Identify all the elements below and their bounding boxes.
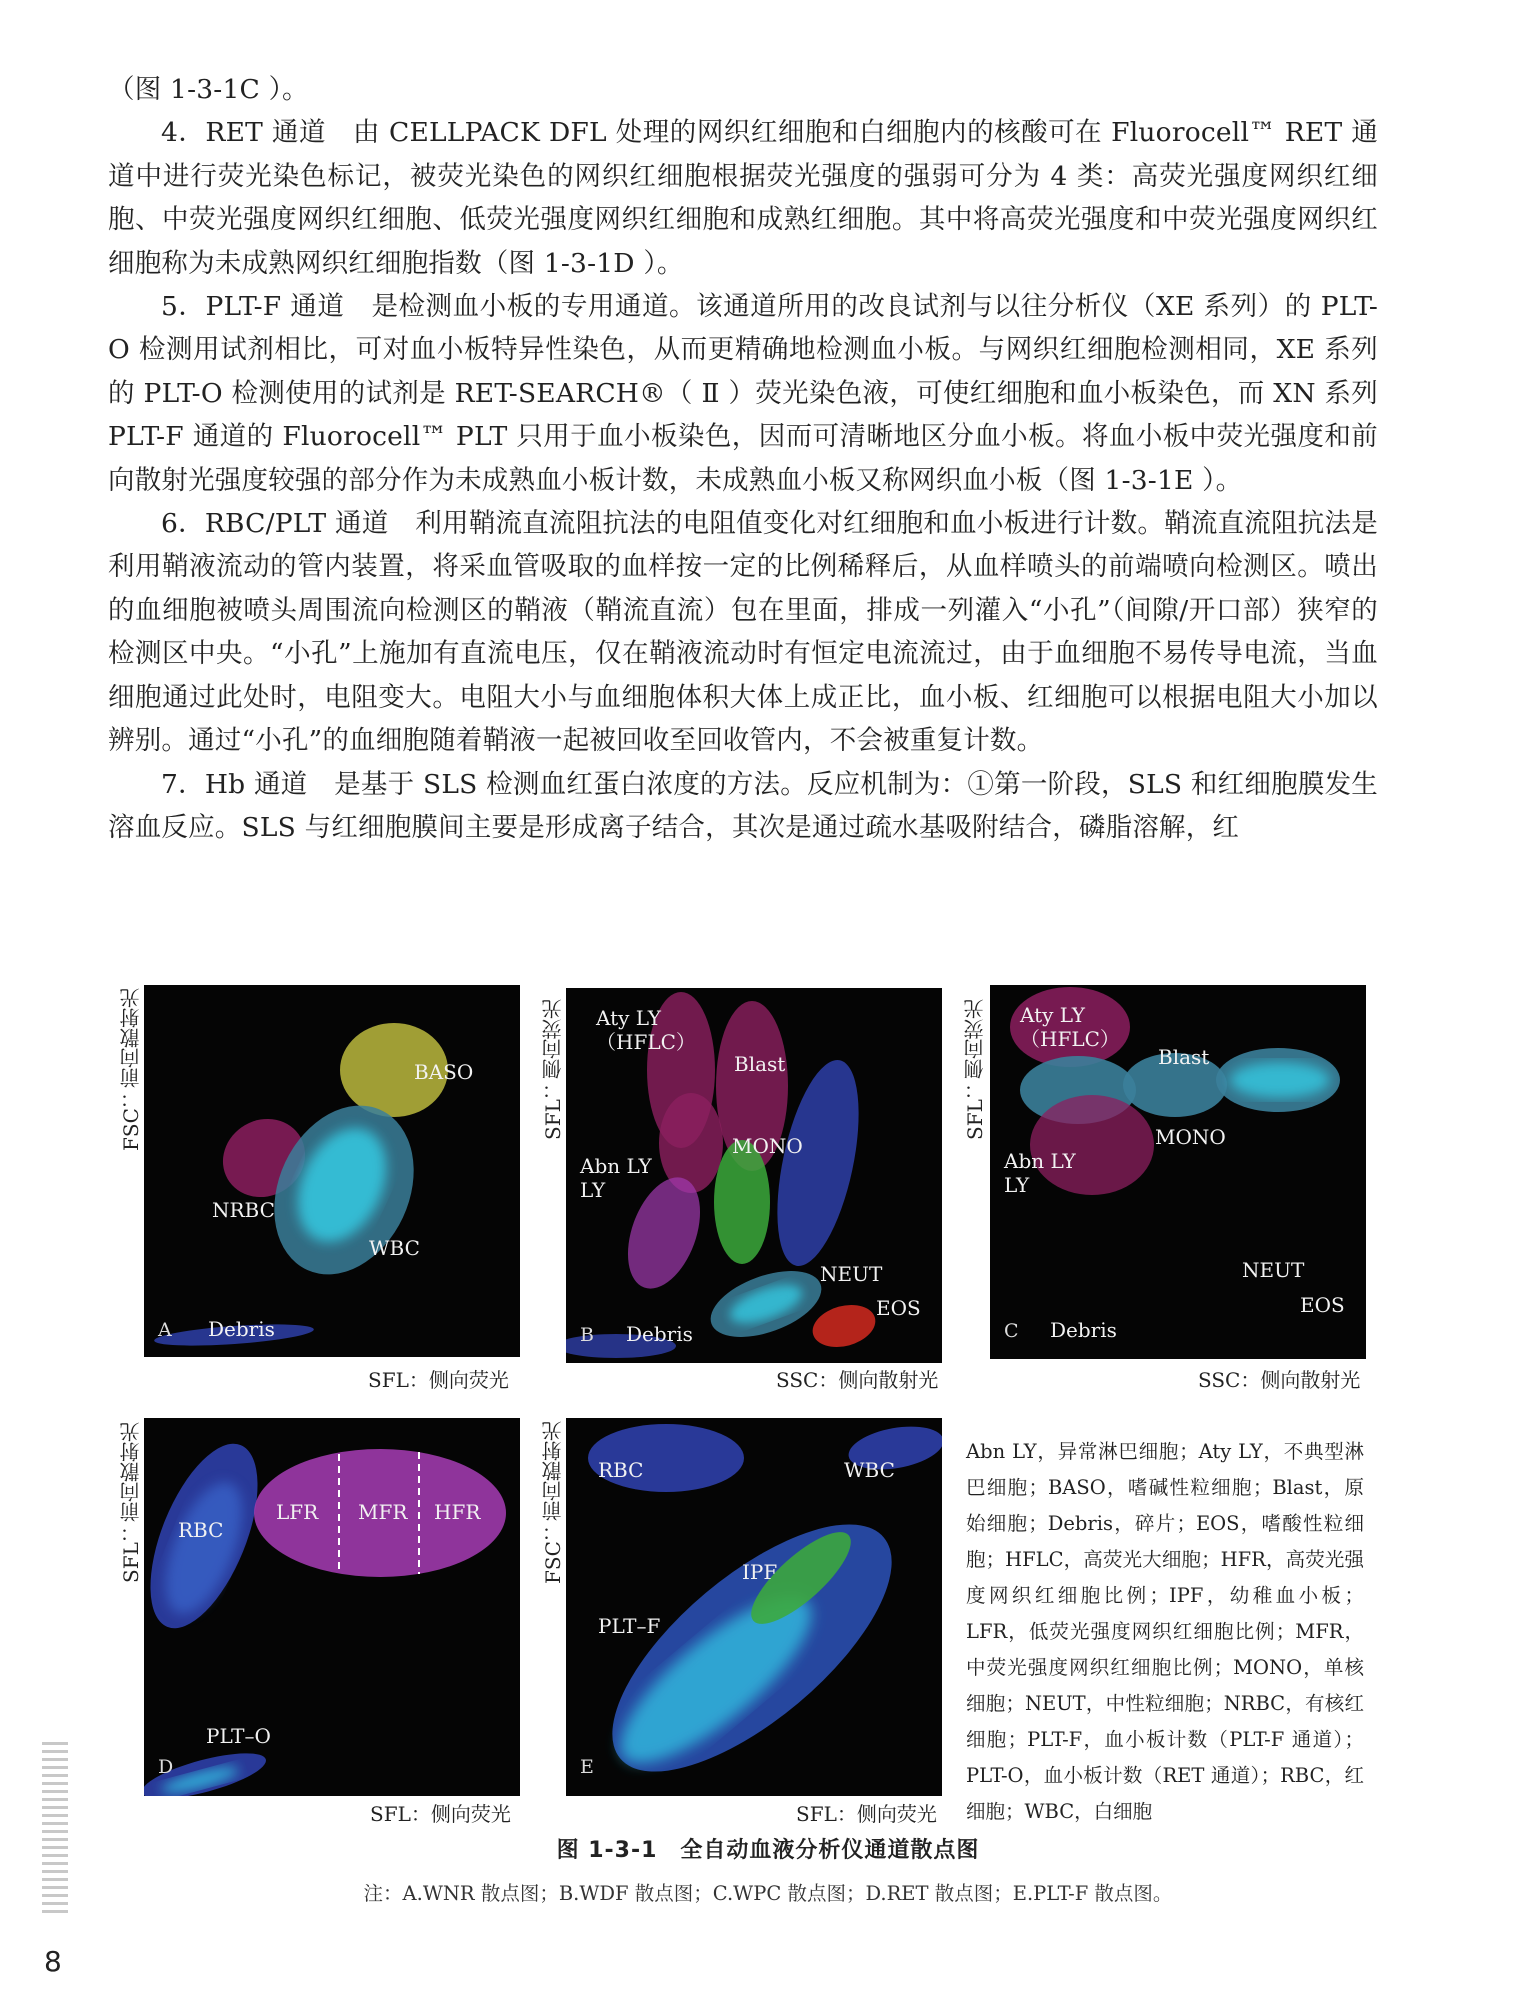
label-nrbc: NRBC — [212, 1198, 275, 1222]
panel-d-letter: D — [158, 1756, 174, 1778]
margin-stripes — [42, 1742, 68, 1920]
label-eos-c: EOS — [1300, 1293, 1345, 1317]
paragraph-5: 5．PLT-F 通道 是检测血小板的专用通道。该通道所用的改良试剂与以往分析仪（XE 系列）的 PLT-O 检测用试剂相比，可对血小板特异性染色，从而更精确地检测血小板。与网织红细胞检测相同，XE 系列的 PLT-O 检测使用的试剂是 RET-SEARCH®（ Ⅱ ）荧光染色液，可使红细胞和血小板染色，而 XN 系列 PLT-F 通道的 Fluorocell™ PLT 只用于血小板染色，因而可清晰地区分血小板。将血小板中荧光强度和前向散射光强度较强的部分作为未成熟血小板计数，未成熟血小板又称网织血小板（图 1-3-1E ）。 — [108, 291, 1378, 496]
neut-cluster-c — [1230, 1062, 1330, 1098]
label-neut-c: NEUT — [1242, 1258, 1305, 1282]
page-number: 8 — [44, 1945, 62, 1978]
label-wbc-e: WBC — [844, 1458, 895, 1482]
label-abnly-c: Abn LY LY — [1004, 1149, 1076, 1197]
panel-b-letter: B — [580, 1324, 594, 1346]
panel-a-xlabel: SFL：侧向荧光 — [368, 1368, 509, 1392]
paragraph-6: 6．RBC/PLT 通道 利用鞘流直流阻抗法的电阻值变化对红细胞和血小板进行计数。鞘流直流阻抗法是利用鞘液流动的管内装置，将采血管吸取的血样按一定的比例稀释后，从血样喷头的前端喷向检测区。喷出的血细胞被喷头周围流向检测区的鞘液（鞘流直流）包在里面，排成一列灌入“小孔”（间隙/开口部）狭窄的检测区中央。“小孔”上施加有直流电压，仅在鞘液流动时有恒定电流流过，由于血细胞不易传导电流，当血细胞通过此处时，电阻变大。电阻大小与血细胞体积大体上成正比，血小板、红细胞可以根据电阻大小加以辨别。通过“小孔”的血细胞随着鞘液一起被回收至回收管内，不会被重复计数。 — [108, 508, 1378, 757]
paragraph-4: 4．RET 通道 由 CELLPACK DFL 处理的网织红细胞和白细胞内的核酸可在 Fluorocell™ RET 通道中进行荧光染色标记，被荧光染色的网织红细胞根据荧光强度的强弱可分为 4 类：高荧光强度网织红细胞、中荧光强度网织红细胞、低荧光强度网织红细胞和成熟红细胞。其中将高荧光强度和中荧光强度网织红细胞称为未成熟网织红细胞指数（图 1-3-1D ）。 — [108, 117, 1378, 279]
label-lfr: LFR — [276, 1500, 319, 1524]
panel-c-scatter — [990, 985, 1366, 1359]
label-atyly-b: Aty LY （HFLC） — [596, 1006, 696, 1054]
panel-b-xlabel: SSC：侧向散射光 — [776, 1368, 939, 1392]
label-debris: Debris — [208, 1317, 275, 1341]
panel-b-scatter — [566, 988, 942, 1363]
mono-gate — [714, 1140, 770, 1264]
paragraph-0: （图 1-3-1C ）。 — [108, 74, 309, 105]
panel-b-ylabel: SFL：侧向荧光 — [541, 999, 565, 1141]
label-hfr: HFR — [434, 1500, 481, 1524]
label-abnly-b: Abn LY LY — [580, 1154, 652, 1202]
label-baso: BASO — [414, 1060, 474, 1084]
label-pltf: PLT–F — [598, 1614, 661, 1638]
panel-a-letter: A — [158, 1319, 172, 1341]
panel-e-ylabel: FSC：前向散射光 — [541, 1421, 565, 1585]
panel-e-xlabel: SFL：侧向荧光 — [796, 1802, 937, 1826]
figure-title: 图 1-3-1 全自动血液分析仪通道散点图 — [556, 1838, 980, 1863]
label-neut-b: NEUT — [820, 1262, 883, 1286]
eos-gate — [808, 1298, 880, 1353]
panel-a-svg — [144, 985, 520, 1357]
panel-e-letter: E — [580, 1756, 594, 1778]
label-debris-c: Debris — [1050, 1318, 1117, 1342]
label-rbc-e: RBC — [598, 1458, 644, 1482]
label-blast-b: Blast — [734, 1052, 786, 1076]
panel-d-scatter — [144, 1418, 520, 1796]
label-mono-c: MONO — [1155, 1125, 1226, 1149]
panel-c-ylabel: SFL：侧向荧光 — [963, 999, 987, 1141]
panel-a-ylabel: FSC：前向散射光 — [119, 988, 143, 1152]
label-plto: PLT–O — [206, 1724, 271, 1748]
figure-note: 注：A.WNR 散点图；B.WDF 散点图；C.WPC 散点图；D.RET 散点图；E.PLT-F 散点图。 — [363, 1882, 1173, 1905]
label-rbc-d: RBC — [178, 1518, 224, 1542]
panel-d-ylabel: SFL：前向散射光 — [119, 1422, 143, 1584]
label-blast-c: Blast — [1158, 1045, 1210, 1069]
label-ipf: IPF — [742, 1560, 778, 1584]
panel-c-letter: C — [1004, 1320, 1019, 1342]
paragraph-7: 7．Hb 通道 是基于 SLS 检测血红蛋白浓度的方法。反应机制为：①第一阶段，SLS 和红细胞膜发生溶血反应。SLS 与红细胞膜间主要是形成离子结合，其次是通过疏水基吸附结合，磷脂溶解，红 — [108, 768, 1378, 843]
panel-a-scatter — [144, 985, 520, 1357]
panel-d-xlabel: SFL：侧向荧光 — [370, 1802, 511, 1826]
panel-e-scatter — [566, 1418, 942, 1796]
label-eos-b: EOS — [876, 1296, 921, 1320]
label-debris-b: Debris — [626, 1322, 693, 1346]
figure-legend: Abn LY，异常淋巴细胞；Aty LY，不典型淋巴细胞；BASO，嗜碱性粒细胞；Blast，原始细胞；Debris，碎片；EOS，嗜酸性粒细胞；HFLC，高荧光大细胞；HFR，高荧光强度网织红细胞比例；IPF，幼稚血小板；LFR，低荧光强度网织红细胞比例；MFR，中荧光强度网织红细胞比例；MONO，单核细胞；NEUT，中性粒细胞；NRBC，有核红细胞；PLT-F，血小板计数（PLT-F 通道）；PLT-O，血小板计数（RET 通道）；RBC，红细胞；WBC，白细胞 — [966, 1440, 1364, 1823]
label-wbc: WBC — [369, 1236, 420, 1260]
abnly-gate — [659, 1093, 723, 1193]
body-text — [108, 68, 1378, 849]
panel-c-xlabel: SSC：侧向散射光 — [1198, 1368, 1361, 1392]
panel-d-svg — [144, 1418, 520, 1796]
label-mono-b: MONO — [732, 1134, 803, 1158]
label-atyly-c: Aty LY （HFLC） — [1020, 1003, 1120, 1051]
label-mfr: MFR — [358, 1500, 408, 1524]
